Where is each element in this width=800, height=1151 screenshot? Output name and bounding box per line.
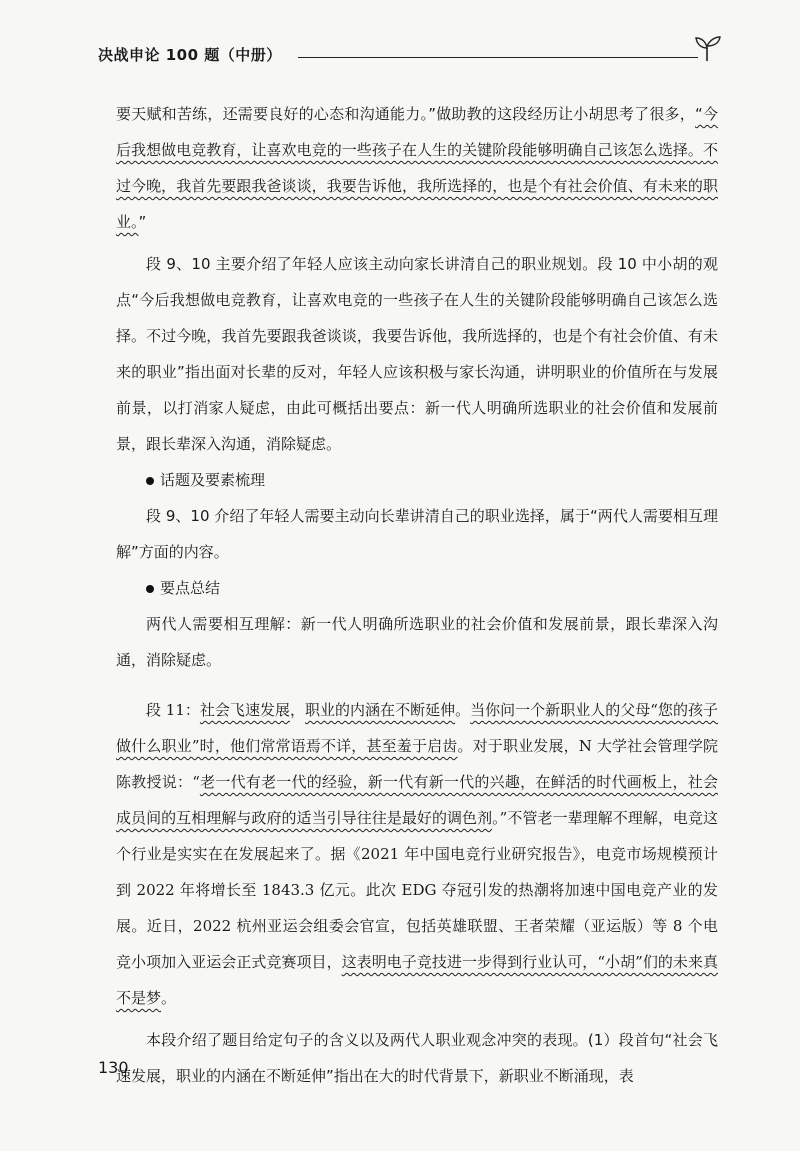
page-number: 130 <box>98 1058 129 1077</box>
paragraph-text: 。 <box>161 989 177 1007</box>
analysis-paragraph: 段 9、10 主要介绍了年轻人应该主动向家长讲清自己的职业规划。段 10 中小胡的观点“今后我想做电竞教育，让喜欢电竞的一些孩子在人生的关键阶段能够明确自己该怎么选择。不过今晚，我首先要跟我爸谈谈，我要告诉他，我所选择的，也是个有社会价值、有未来的职业”指出面对长辈的反对，年轻人应该积极与家长沟通，讲明职业的价值所在与发展前景，以打消家人疑虑，由此可概括出要点：新一代人明确所选职业的社会价值和发展前景，跟长辈深入沟通，消除疑虑。 <box>116 255 718 453</box>
final-paragraph: 本段介绍了题目给定句子的含义以及两代人职业观念冲突的表现。(1）段首句“社会飞速发展，职业的内涵在不断延伸”指出在大的时代背景下，新职业不断涌现，表 <box>116 1031 718 1085</box>
paragraph-text: ” <box>138 213 147 231</box>
section-heading-summary <box>116 570 718 606</box>
underlined-phrase: 职业的内涵在不断延伸 <box>305 701 456 719</box>
underlined-quote: “今后我想做电竞教育，让喜欢电竞的一些孩子在人生的关键阶段能够明确自己该怎么选择。 <box>116 105 718 159</box>
paragraph-text: ， <box>289 701 305 719</box>
summary-paragraph: 两代人需要相互理解：新一代人明确所选职业的社会价值和发展前景，跟长辈深入沟通，消除疑虑。 <box>116 615 718 669</box>
paragraph-quote <box>116 96 718 240</box>
paragraph-label: 段 11： <box>146 701 200 719</box>
bullet-icon <box>146 477 154 485</box>
paragraph-text: 。”不管老一辈理解不理解，电竞这个行业是实实在在发展起来了。据《2021 年中国电竞行业研究报告》，电竞市场规模预计到 2022 年将增长至 1843.3 亿元。此次 EDG 夺冠引发的热潮将加速中国电竞产业的发展。近日，2022 杭州亚运会组委会官宣，包括英雄联盟、王者荣耀（亚运版）等 8 个电竞小项加入亚运会正式竞赛项目， <box>116 809 718 971</box>
underlined-phrase: 当你问一个新职业人的父母“您的孩子做什么职业”时，他们常常语焉不详，甚至羞于启齿 <box>116 701 718 755</box>
underlined-phrase: 老一代有老一代的经验，新一代有新一代的兴趣，在鲜活的时代画板上，社会成员间的互相理解与政府的适当引导往往是最好的调色剂 <box>116 773 718 827</box>
section-heading-text: 要点总结 <box>160 579 221 597</box>
running-header <box>0 0 800 80</box>
paragraph-11 <box>116 692 718 1016</box>
sprout-icon <box>692 34 722 62</box>
section-heading-text: 话题及要素梳理 <box>160 471 266 489</box>
paragraph-text: 。 <box>455 701 471 719</box>
underlined-quote: 不过今晚，我首先要跟我爸谈谈，我要告诉他，我所选择的，也是个有社会价值、有未来的职业。 <box>116 141 718 231</box>
header-title: 决战申论 100 题（中册） <box>98 46 282 64</box>
underlined-phrase: 社会飞速发展 <box>199 701 290 719</box>
paragraph-text: 。对于职业发展，N 大学社会管理学院陈教授说：“ <box>116 737 718 791</box>
underlined-phrase: 这表明电子竞技进一步得到行业认可，“小胡”们的未来真不是梦 <box>116 953 718 1007</box>
header-rule <box>298 57 698 58</box>
page-body <box>116 96 718 1094</box>
section-heading-topic <box>116 462 718 498</box>
bullet-icon <box>146 585 154 593</box>
paragraph-text: 要天赋和苦练，还需要良好的心态和沟通能力。”做助教的这段经历让小胡思考了很多， <box>116 105 695 123</box>
topic-paragraph: 段 9、10 介绍了年轻人需要主动向长辈讲清自己的职业选择，属于“两代人需要相互理解”方面的内容。 <box>116 507 718 561</box>
